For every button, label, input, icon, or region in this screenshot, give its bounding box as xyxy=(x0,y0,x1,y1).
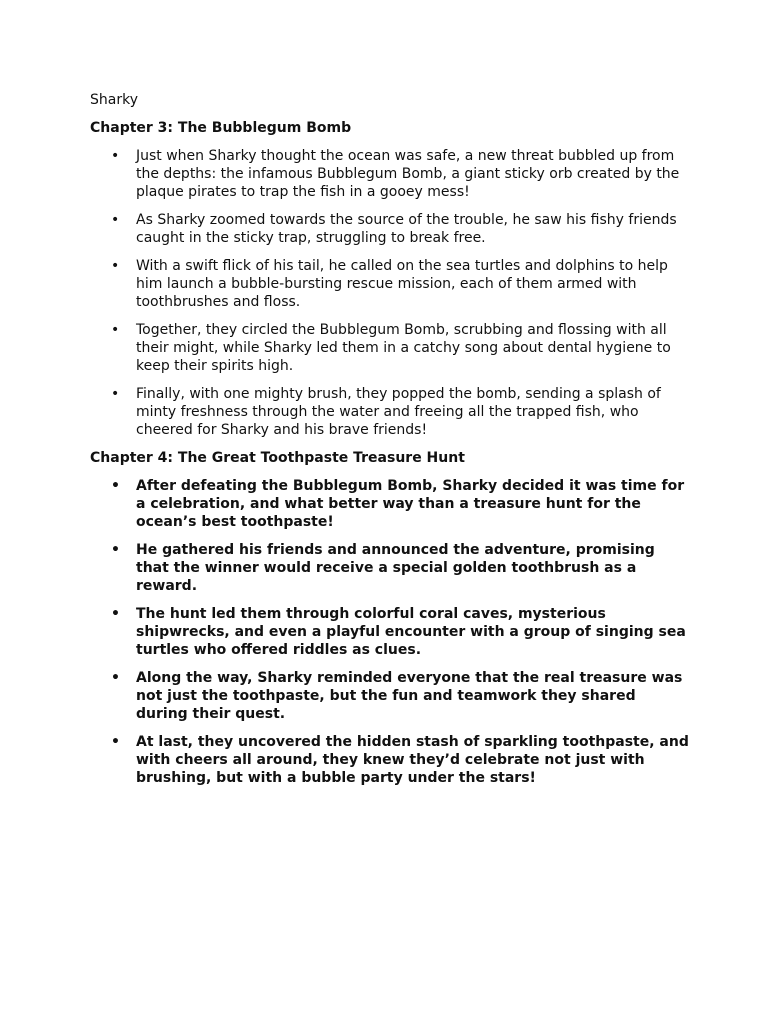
list-item-text: Together, they circled the Bubblegum Bomb, scrubbing and flossing with all their might, while Sharky led them in a catchy song about dental hygiene to keep their spirits high. xyxy=(136,322,671,374)
list-item-text: Just when Sharky thought the ocean was safe, a new threat bubbled up from the depths: the infamous Bubblegum Bomb, a giant sticky orb created by the plaque pirates to trap the fish in a gooey mess! xyxy=(136,148,680,200)
list-item xyxy=(90,321,690,375)
bullet-icon: • xyxy=(111,670,120,686)
chapter-3-list xyxy=(90,147,690,439)
chapter-4-section xyxy=(90,449,690,787)
chapter-3-heading: Chapter 3: The Bubblegum Bomb xyxy=(90,120,352,136)
bullet-icon: • xyxy=(111,258,120,274)
list-item xyxy=(90,541,690,595)
document-page xyxy=(90,91,690,797)
list-item xyxy=(90,385,690,439)
list-item xyxy=(90,477,690,531)
chapter-4-list xyxy=(90,477,690,787)
list-item xyxy=(90,733,690,787)
bullet-icon: • xyxy=(111,734,120,750)
bullet-icon: • xyxy=(111,386,120,402)
list-item xyxy=(90,147,690,201)
bullet-icon: • xyxy=(111,322,120,338)
bullet-icon: • xyxy=(111,478,120,494)
bullet-icon: • xyxy=(111,606,120,622)
chapter-4-heading: Chapter 4: The Great Toothpaste Treasure Hunt xyxy=(90,450,465,466)
bullet-icon: • xyxy=(111,542,120,558)
list-item xyxy=(90,605,690,659)
list-item xyxy=(90,257,690,311)
list-item-text: The hunt led them through colorful coral caves, mysterious shipwrecks, and even a playful encounter with a group of singing sea turtles who offered riddles as clues. xyxy=(136,606,686,658)
list-item xyxy=(90,211,690,247)
document-title: Sharky xyxy=(90,92,138,108)
bullet-icon: • xyxy=(111,212,120,228)
list-item-text: Finally, with one mighty brush, they popped the bomb, sending a splash of minty freshness through the water and freeing all the trapped fish, who cheered for Sharky and his brave friends! xyxy=(136,386,661,438)
list-item-text: After defeating the Bubblegum Bomb, Sharky decided it was time for a celebration, and what better way than a treasure hunt for the ocean’s best toothpaste! xyxy=(136,478,685,530)
list-item-text: With a swift flick of his tail, he called on the sea turtles and dolphins to help him launch a bubble-bursting rescue mission, each of them armed with toothbrushes and floss. xyxy=(136,258,668,310)
list-item-text: Along the way, Sharky reminded everyone that the real treasure was not just the toothpaste, but the fun and teamwork they shared during their quest. xyxy=(136,670,683,722)
chapter-3-section xyxy=(90,119,690,439)
list-item-text: He gathered his friends and announced the adventure, promising that the winner would receive a special golden toothbrush as a reward. xyxy=(136,542,655,594)
bullet-icon: • xyxy=(111,148,120,164)
list-item-text: At last, they uncovered the hidden stash of sparkling toothpaste, and with cheers all around, they knew they’d celebrate not just with brushing, but with a bubble party under the stars! xyxy=(136,734,689,786)
list-item-text: As Sharky zoomed towards the source of the trouble, he saw his fishy friends caught in the sticky trap, struggling to break free. xyxy=(136,212,677,246)
list-item xyxy=(90,669,690,723)
